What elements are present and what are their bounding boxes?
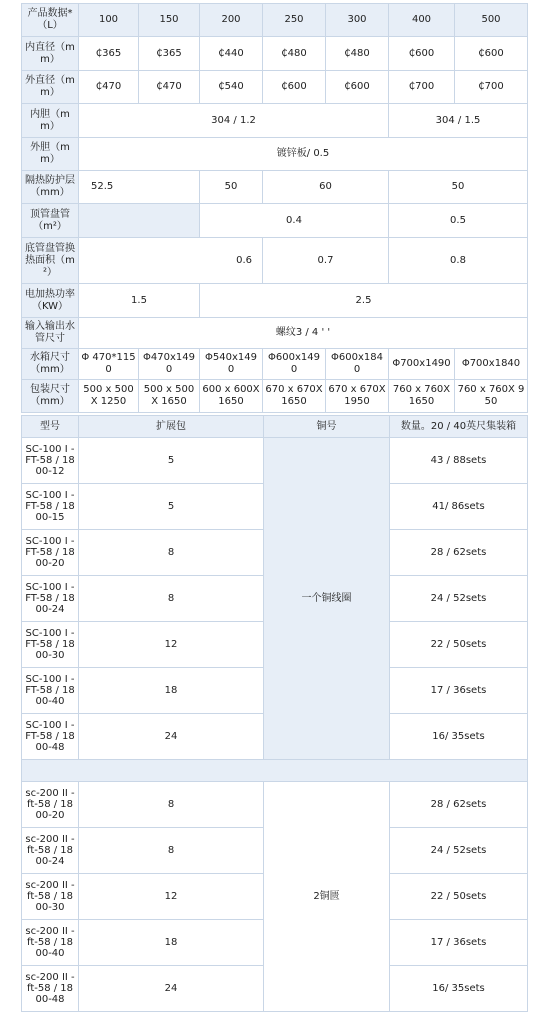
spec-header-row — [22, 4, 528, 37]
capacity-cell: 300 — [326, 4, 389, 37]
value-cell: ₵600 — [263, 71, 326, 104]
value-cell: ₵480 — [326, 37, 389, 71]
inner-tank-row — [22, 104, 528, 138]
row-label: 电加热功率（KW） — [22, 284, 79, 318]
value-cell: ₵540 — [200, 71, 263, 104]
value-cell: ₵470 — [139, 71, 200, 104]
row-label: 产品数据*（L） — [22, 4, 79, 37]
value-cell: 670 x 670X 1650 — [263, 380, 326, 413]
qty-cell: 22 / 50sets — [390, 622, 528, 668]
value-cell: ₵700 — [389, 71, 455, 104]
capacity-cell: 100 — [79, 4, 139, 37]
value-cell: 0.6 — [79, 238, 263, 284]
value-cell: 50 — [389, 171, 528, 204]
tubes-cell: 18 — [79, 668, 264, 714]
pack-size-row — [22, 380, 528, 413]
model-cell: sc-200 II -ft-58 / 1800-40 — [22, 920, 79, 966]
row-label: 外胆（mm） — [22, 138, 79, 171]
value-cell: 0.8 — [389, 238, 528, 284]
row-label: 内直径（mm） — [22, 37, 79, 71]
value-cell: 0.7 — [263, 238, 389, 284]
tubes-cell: 24 — [79, 966, 264, 1012]
tubes-cell: 12 — [79, 874, 264, 920]
model-cell: SC-100 I -FT-58 / 1800-24 — [22, 576, 79, 622]
inner-diameter-row — [22, 37, 528, 71]
capacity-cell: 500 — [455, 4, 528, 37]
row-label: 顶管盘管（m²） — [22, 204, 79, 238]
spec-table — [21, 3, 528, 413]
value-cell: Φ540x1490 — [200, 349, 263, 380]
value-cell: 0.5 — [389, 204, 528, 238]
value-cell: ₵480 — [263, 37, 326, 71]
tubes-cell: 18 — [79, 920, 264, 966]
value-cell: 500 x 500X 1250 — [79, 380, 139, 413]
qty-cell: 24 / 52sets — [390, 576, 528, 622]
spacer-cell — [22, 760, 528, 782]
value-cell: ₵470 — [79, 71, 139, 104]
row-label: 水箱尺寸（mm） — [22, 349, 79, 380]
model-cell: SC-100 I -FT-58 / 1800-15 — [22, 484, 79, 530]
tubes-cell: 24 — [79, 714, 264, 760]
value-cell: 760 x 760X 1650 — [389, 380, 455, 413]
value-cell: ₵600 — [455, 37, 528, 71]
heater-row — [22, 284, 528, 318]
tubes-cell: 5 — [79, 484, 264, 530]
qty-cell: 17 / 36sets — [390, 920, 528, 966]
insulation-row — [22, 171, 528, 204]
value-cell: Φ470x1490 — [139, 349, 200, 380]
value-cell: 304 / 1.2 — [79, 104, 389, 138]
value-cell: 304 / 1.5 — [389, 104, 528, 138]
empty-cell — [79, 204, 200, 238]
tubes-cell: 12 — [79, 622, 264, 668]
table-row — [22, 782, 528, 828]
qty-cell: 17 / 36sets — [390, 668, 528, 714]
outer-diameter-row — [22, 71, 528, 104]
copper-cell: 2铜匮 — [264, 782, 390, 1012]
row-label: 包装尺寸（mm） — [22, 380, 79, 413]
copper-cell: 一个铜线圈 — [264, 438, 390, 760]
value-cell: ₵600 — [389, 37, 455, 71]
qty-cell: 24 / 52sets — [390, 828, 528, 874]
tubes-cell: 8 — [79, 828, 264, 874]
value-cell: Φ600x1840 — [326, 349, 389, 380]
capacity-cell: 200 — [200, 4, 263, 37]
model-cell: sc-200 II -ft-58 / 1800-24 — [22, 828, 79, 874]
header-qty: 数量。20 / 40英尺集装箱 — [390, 416, 528, 438]
model-cell: SC-100 I -FT-58 / 1800-48 — [22, 714, 79, 760]
model-cell: SC-100 I -FT-58 / 1800-20 — [22, 530, 79, 576]
packing-header-row — [22, 416, 528, 438]
value-cell: Φ700x1490 — [389, 349, 455, 380]
value-cell: Φ600x1490 — [263, 349, 326, 380]
value-cell: Φ 470*1150 — [79, 349, 139, 380]
value-cell: 50 — [200, 171, 263, 204]
row-label: 内胆（mm） — [22, 104, 79, 138]
capacity-cell: 150 — [139, 4, 200, 37]
value-cell: Φ700x1840 — [455, 349, 528, 380]
value-cell: 1.5 — [79, 284, 200, 318]
tubes-cell: 5 — [79, 438, 264, 484]
model-cell: SC-100 I -FT-58 / 1800-30 — [22, 622, 79, 668]
capacity-cell: 400 — [389, 4, 455, 37]
qty-cell: 28 / 62sets — [390, 782, 528, 828]
model-cell: SC-100 I -FT-58 / 1800-40 — [22, 668, 79, 714]
qty-cell: 22 / 50sets — [390, 874, 528, 920]
value-cell: 52.5 — [79, 171, 200, 204]
value-cell: ₵365 — [79, 37, 139, 71]
qty-cell: 41/ 86sets — [390, 484, 528, 530]
tubes-cell: 8 — [79, 576, 264, 622]
tubes-cell: 8 — [79, 782, 264, 828]
value-cell: 670 x 670X 1950 — [326, 380, 389, 413]
value-cell: ₵440 — [200, 37, 263, 71]
model-cell: sc-200 II -ft-58 / 1800-48 — [22, 966, 79, 1012]
header-model: 型号 — [22, 416, 79, 438]
tubes-cell: 8 — [79, 530, 264, 576]
qty-cell: 16/ 35sets — [390, 966, 528, 1012]
value-cell: 500 x 500X 1650 — [139, 380, 200, 413]
outer-tank-row — [22, 138, 528, 171]
value-cell: ₵700 — [455, 71, 528, 104]
top-coil-row — [22, 204, 528, 238]
value-cell: 0.4 — [200, 204, 389, 238]
value-cell: 60 — [263, 171, 389, 204]
qty-cell: 28 / 62sets — [390, 530, 528, 576]
header-copper: 铜号 — [264, 416, 390, 438]
value-cell: ₵365 — [139, 37, 200, 71]
row-label: 外直径（mm） — [22, 71, 79, 104]
bottom-coil-row — [22, 238, 528, 284]
value-cell: 镀锌板/ 0.5 — [79, 138, 528, 171]
row-label: 底管盘管换热面积（m²） — [22, 238, 79, 284]
value-cell: ₵600 — [326, 71, 389, 104]
value-cell: 760 x 760X 950 — [455, 380, 528, 413]
value-cell: 2.5 — [200, 284, 528, 318]
qty-cell: 43 / 88sets — [390, 438, 528, 484]
tank-size-row — [22, 349, 528, 380]
model-cell: sc-200 II -ft-58 / 1800-20 — [22, 782, 79, 828]
table-row — [22, 438, 528, 484]
value-cell: 螺纹3 / 4 ' ' — [79, 318, 528, 349]
packing-table — [21, 415, 528, 1012]
pipe-size-row — [22, 318, 528, 349]
header-tubes: 扩展包 — [79, 416, 264, 438]
row-label: 隔热防护层（mm） — [22, 171, 79, 204]
row-label: 输入输出水管尺寸 — [22, 318, 79, 349]
qty-cell: 16/ 35sets — [390, 714, 528, 760]
spacer-row — [22, 760, 528, 782]
capacity-cell: 250 — [263, 4, 326, 37]
value-cell: 600 x 600X 1650 — [200, 380, 263, 413]
model-cell: sc-200 II -ft-58 / 1800-30 — [22, 874, 79, 920]
model-cell: SC-100 I -FT-58 / 1800-12 — [22, 438, 79, 484]
